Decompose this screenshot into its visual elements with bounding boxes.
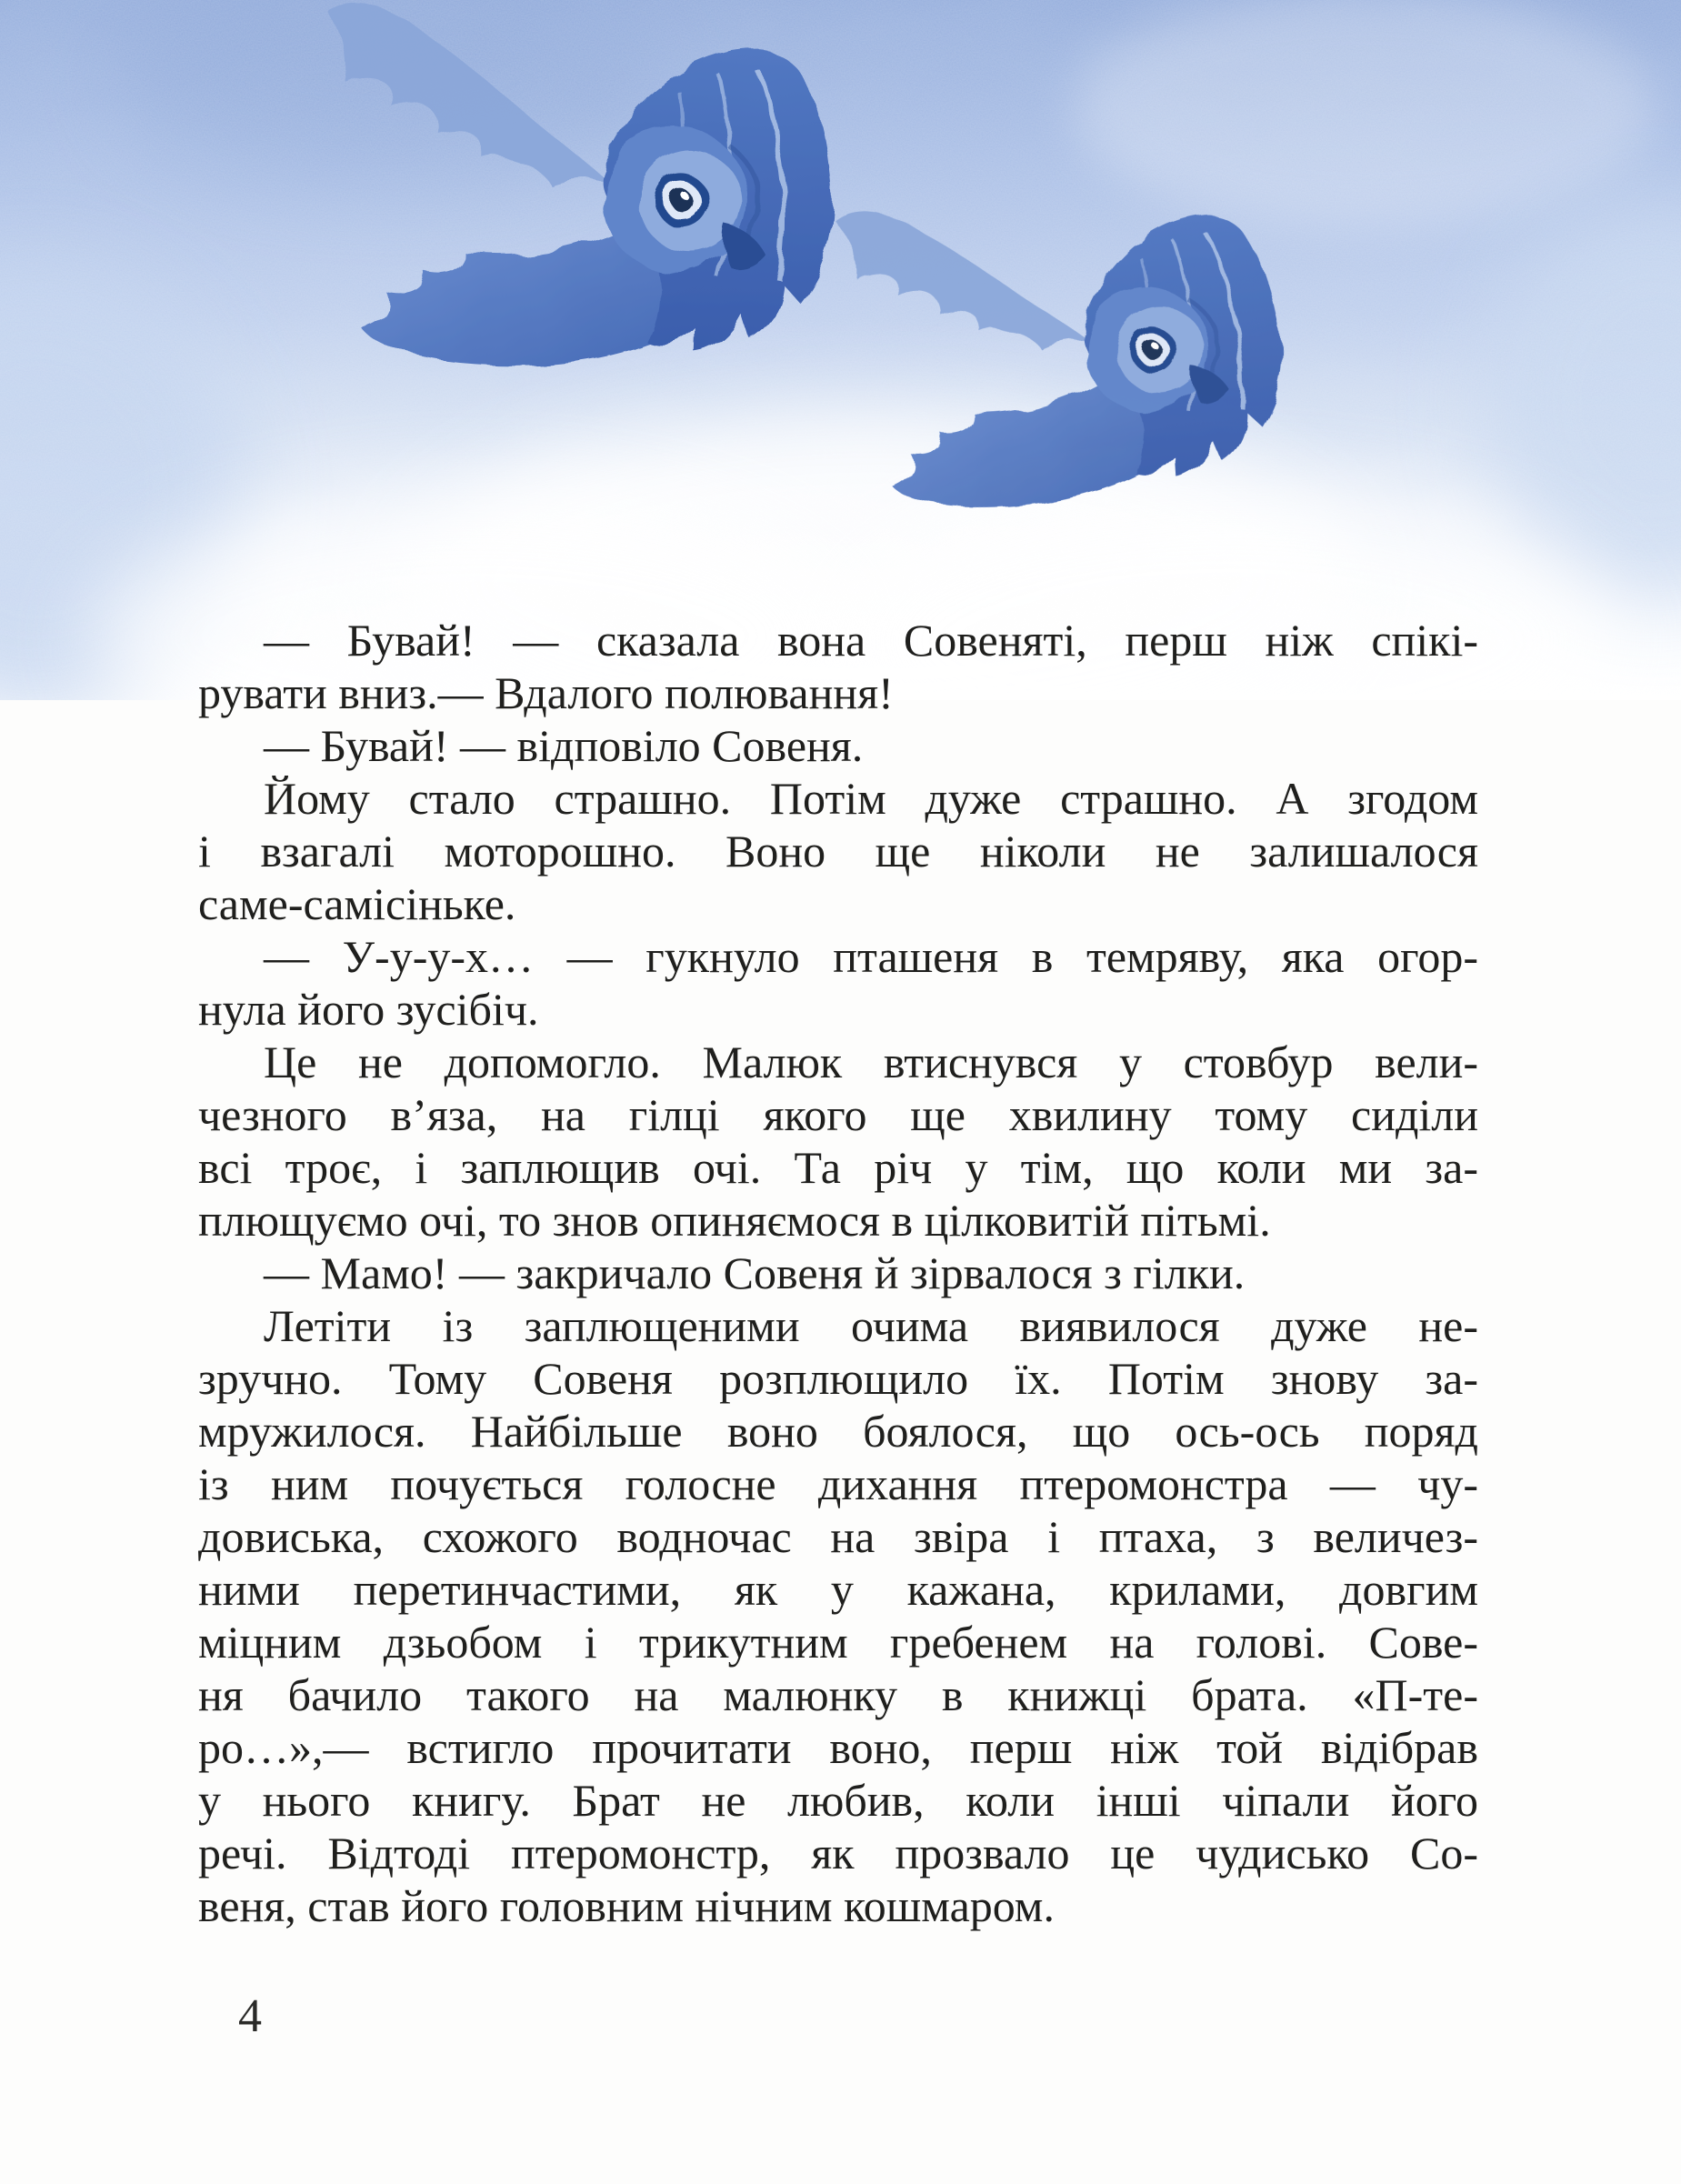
text-line: — Мамо! — закричало Совеня й зірвалося з гілки. (264, 1247, 1246, 1298)
text-line: — Бувай! — сказала вона Совеняті, перш ніж спікі- (264, 615, 1478, 666)
paragraph (198, 1247, 1478, 1299)
text-line: речі. Відтоді птеромонстр, як прозвало це чудисько Со- (198, 1828, 1478, 1878)
text-line: міцним дзьобом і трикутним гребенем на голові. Сове- (198, 1617, 1478, 1668)
text-line: нула його зусібіч. (198, 984, 539, 1035)
text-line: рувати вниз.— Вдалого полювання! (198, 667, 894, 718)
owls-watercolor-svg (0, 0, 1681, 700)
text-line: ними перетинчастими, як у кажана, крилами, довгим (198, 1564, 1478, 1615)
story-text (198, 614, 1478, 1932)
text-line: у нього книгу. Брат не любив, коли інші чіпали його (198, 1775, 1478, 1826)
paper-grain-texture (0, 0, 1681, 636)
text-line: Йому стало страшно. Потім дуже страшно. А згодом (264, 773, 1478, 824)
text-line: Це не допомогло. Малюк втиснувся у стовбур вели- (264, 1037, 1478, 1087)
text-line: ня бачило такого на малюнку в книжці брата. «П-те- (198, 1669, 1478, 1720)
text-line: із ним почується голосне дихання птеромонстра — чу- (198, 1458, 1478, 1509)
text-line: мружилося. Найбільше воно боялося, що ось-ось поряд (198, 1406, 1478, 1457)
paragraph (198, 719, 1478, 772)
text-line: — У-у-у-х… — гукнуло пташеня в темряву, яка огор- (264, 931, 1478, 982)
text-line: довиська, схожого водночас на звіра і птаха, з величез- (198, 1511, 1478, 1562)
text-line: зручно. Тому Совеня розплющило їх. Потім знову за- (198, 1353, 1478, 1404)
text-line: веня, став його головним нічним кошмаром. (198, 1880, 1055, 1931)
text-line: саме-самісіньке. (198, 878, 516, 929)
owls-illustration (0, 0, 1681, 700)
text-line: — Бувай! — відповіло Совеня. (264, 720, 864, 771)
paragraph (198, 1299, 1478, 1932)
paragraph (198, 1036, 1478, 1247)
text-line: Летіти із заплющеними очима виявилося дуже не- (264, 1300, 1478, 1351)
text-line: чезного в’яза, на гілці якого ще хвилину тому сиділи (198, 1089, 1478, 1140)
text-line: і взагалі моторошно. Воно ще ніколи не залишалося (198, 826, 1478, 877)
paragraph (198, 614, 1478, 719)
text-line: ро…»,— встигло прочитати воно, перш ніж той відібрав (198, 1722, 1478, 1773)
text-line: плющуємо очі, то знов опиняємося в цілковитій пітьмі. (198, 1195, 1271, 1246)
page-number: 4 (238, 1990, 262, 2042)
paragraph (198, 930, 1478, 1036)
text-line: всі троє, і заплющив очі. Та річ у тім, що коли ми за- (198, 1142, 1478, 1193)
paragraph (198, 772, 1478, 930)
